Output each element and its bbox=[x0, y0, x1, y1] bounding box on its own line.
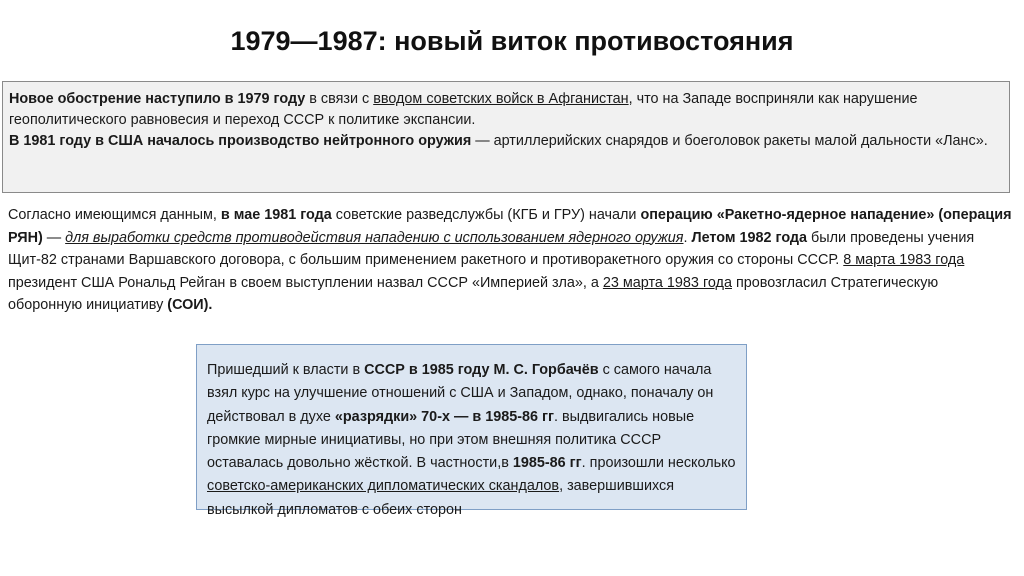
underlined-run: 8 марта 1983 года bbox=[843, 252, 965, 268]
intro-paragraph-1 bbox=[9, 89, 1003, 131]
text-run: президент США Рональд Рейган в своем выступлении назвал СССР «Империей зла», а bbox=[8, 274, 603, 291]
bold-run: (СОИ). bbox=[167, 297, 213, 313]
text-run: Согласно имеющимся данным, bbox=[8, 207, 221, 223]
intro-box bbox=[2, 81, 1010, 193]
text-run: советские разведслужбы (КГБ и ГРУ) начали bbox=[331, 207, 641, 223]
text-run: , завершившихся высылкой дипломатов с обеих сторон bbox=[207, 478, 674, 518]
text-run: . выдвигались новые громкие мирные инициативы, но при этом внешняя политика СССР оставалась довольно жёсткой. В частности,в bbox=[207, 408, 695, 472]
intro-bold-1981: В 1981 году в США началось производство нейтронного оружия bbox=[9, 133, 472, 149]
main-paragraph bbox=[8, 204, 1016, 317]
bold-run: 1985-86 гг bbox=[512, 455, 582, 472]
intro-text: — артиллерийских снарядов и боеголовок ракеты малой дальности «Ланс». bbox=[471, 133, 988, 149]
gorbachev-box bbox=[196, 344, 747, 518]
underlined-run: советско-американских дипломатических скандалов bbox=[207, 478, 560, 495]
intro-text: , что на Западе восприняли как нарушение геополитического равновесия и переход СССР к политике экспансии. bbox=[9, 91, 918, 128]
text-run: . bbox=[683, 229, 692, 246]
text-run: — bbox=[42, 229, 66, 246]
bold-run: операцию «Ракетно-ядерное нападение» (операция РЯН) bbox=[8, 207, 1012, 246]
afghanistan-link: вводом советских войск в Афганистан bbox=[373, 91, 629, 107]
text-run: с самого начала взял курс на улучшение отношений с США и Западом, однако, поначалу он действовал в духе bbox=[207, 362, 714, 425]
text-run: провозгласил Стратегическую оборонную инициативу bbox=[8, 274, 939, 313]
bold-run: Летом 1982 года bbox=[691, 229, 808, 246]
text-run: Пришедший к власти в bbox=[207, 362, 365, 378]
slide-title: 1979—1987: новый виток противостояния bbox=[230, 26, 794, 56]
text-run: были проведены учения Щит-82 странами Варшавского договора, с большим применением ракетного и противоракетного оружия со стороны СССР. bbox=[8, 229, 975, 268]
intro-text: в связи с bbox=[305, 91, 374, 107]
bold-run: «разрядки» 70-х — в 1985-86 гг bbox=[334, 408, 555, 425]
intro-bold-1979: Новое обострение наступило в 1979 году bbox=[9, 91, 306, 107]
text-run: . произошли несколько bbox=[581, 455, 736, 472]
italic-underlined-run: для выработки средств противодействия нападению с использованием ядерного оружия bbox=[65, 229, 684, 246]
bold-run: в мае 1981 года bbox=[220, 207, 332, 223]
underlined-run: 23 марта 1983 года bbox=[602, 274, 732, 291]
intro-paragraph-2 bbox=[9, 131, 1003, 152]
bold-run: СССР в 1985 году М. С. Горбачёв bbox=[364, 362, 599, 378]
